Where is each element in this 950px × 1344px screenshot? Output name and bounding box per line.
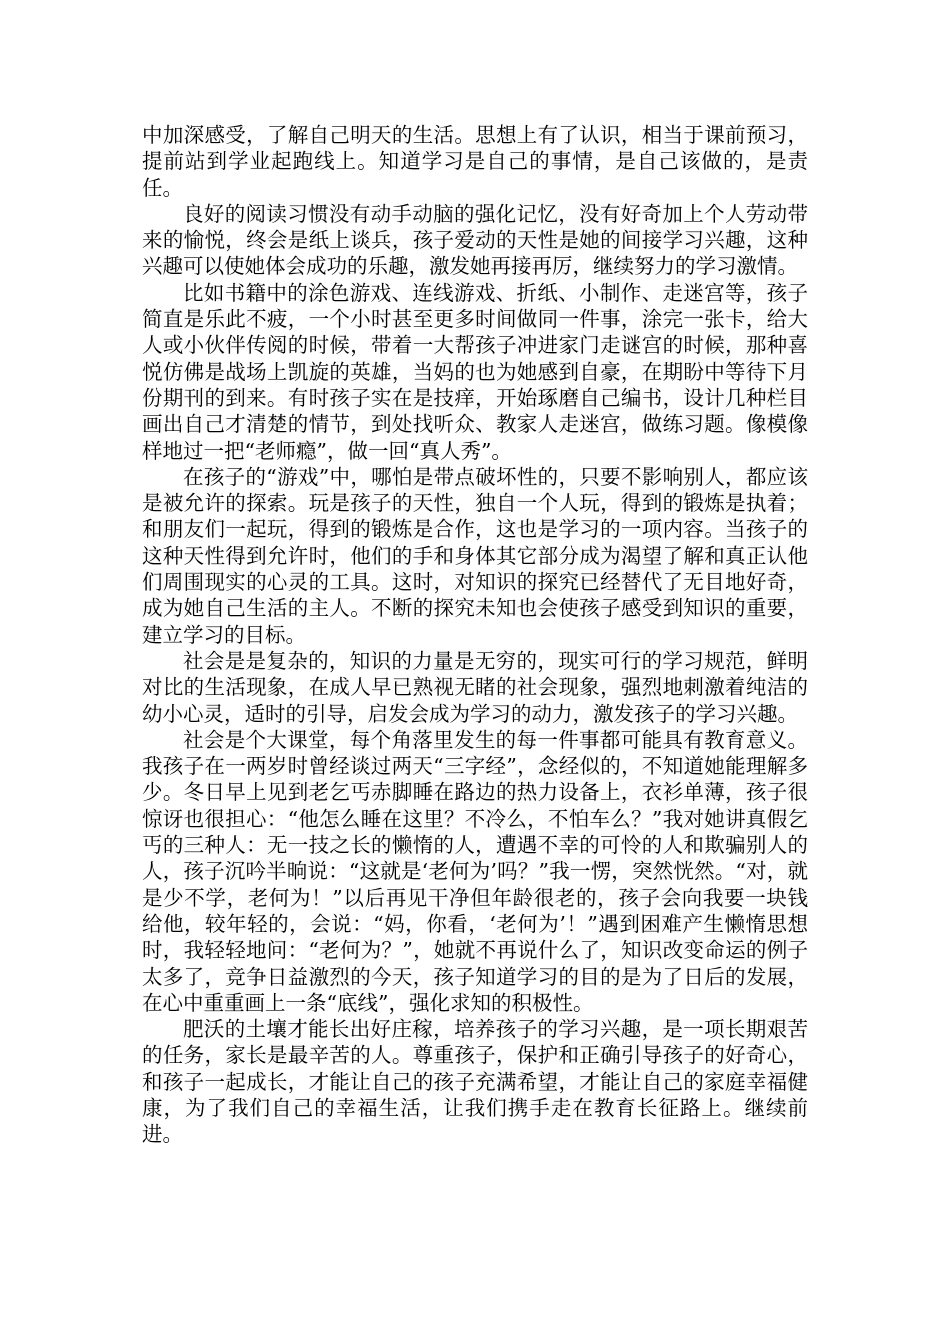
paragraph-4: 在孩子的“游戏”中，哪怕是带点破坏性的，只要不影响别人，都应该是被允许的探索。玩是孩子的天性，独自一个人玩，得到的锻炼是执着；和朋友们一起玩，得到的锻炼是合作，这也是学习的一项内容。当孩子的这种天性得到允许时，他们的手和身体其它部分成为渴望了解和真正认他们周围现实的心灵的工具。这时，对知识的探究已经替代了无目地好奇，成为她自己生活的主人。不断的探究未知也会使孩子感受到知识的重要，建立学习的目标。 (142, 464, 808, 647)
paragraph-7: 肥沃的土壤才能长出好庄稼，培养孩子的学习兴趣，是一项长期艰苦的任务，家长是最辛苦的人。尊重孩子，保护和正确引导孩子的好奇心，和孩子一起成长，才能让自己的孩子充满希望，才能让自己的家庭幸福健康，为了我们自己的幸福生活，让我们携手走在教育长征路上。继续前进。 (142, 1017, 808, 1147)
paragraph-1: 中加深感受，了解自己明天的生活。思想上有了认识，相当于课前预习，提前站到学业起跑线上。知道学习是自己的事情，是自己该做的，是责任。 (142, 123, 808, 200)
document-page (142, 122, 808, 1148)
paragraph-3: 比如书籍中的涂色游戏、连线游戏、折纸、小制作、走迷宫等，孩子简直是乐此不疲，一个小时甚至更多时间做同一件事，涂完一张卡，给大人或小伙伴传阅的时候，带着一大帮孩子冲进家门走谜宫的时候，那种喜悦仿佛是战场上凯旋的英雄，当妈的也为她感到自豪，在期盼中等待下月份期刊的到来。有时孩子实在是技痒，开始琢磨自己编书，设计几种栏目画出自己才清楚的情节，到处找听众、教家人走迷宫，做练习题。像模像样地过一把“老师瘾”，做一回“真人秀”。 (142, 280, 808, 463)
paragraph-2: 良好的阅读习惯没有动手动脑的强化记忆，没有好奇加上个人劳动带来的愉悦，终会是纸上谈兵，孩子爱动的天性是她的间接学习兴趣，这种兴趣可以使她体会成功的乐趣，激发她再接再厉，继续努力的学习激情。 (142, 201, 808, 279)
paragraph-5: 社会是是复杂的，知识的力量是无穷的，现实可行的学习规范，鲜明对比的生活现象，在成人早已熟视无睹的社会现象，强烈地刺激着纯洁的幼小心灵，适时的引导，启发会成为学习的动力，激发孩子的学习兴趣。 (142, 648, 808, 726)
paragraph-6: 社会是个大课堂，每个角落里发生的每一件事都可能具有教育意义。我孩子在一两岁时曾经谈过两天“三字经”，念经似的，不知道她能理解多少。冬日早上见到老乞丐赤脚睡在路边的热力设备上，衣衫单薄，孩子很惊讶也很担心：“他怎么睡在这里？不冷么，不怕车么？”我对她讲真假乞丐的三种人：无一技之长的懒惰的人，遭遇不幸的可怜的人和欺骗别人的人，孩子沉吟半晌说：“这就是‘老何为’吗？”我一愣，突然恍然。“对，就是少不学，老何为！”以后再见干净但年龄很老的，孩子会向我要一块钱给他，较年轻的，会说：“妈，你看，‘老何为’！”遇到困难产生懒惰思想时，我轻轻地问：“老何为？”，她就不再说什么了，知识改变命运的例子太多了，竞争日益激烈的今天，孩子知道学习的目的是为了日后的发展，在心中重重画上一条“底线”，强化求知的积极性。 (142, 727, 808, 1015)
